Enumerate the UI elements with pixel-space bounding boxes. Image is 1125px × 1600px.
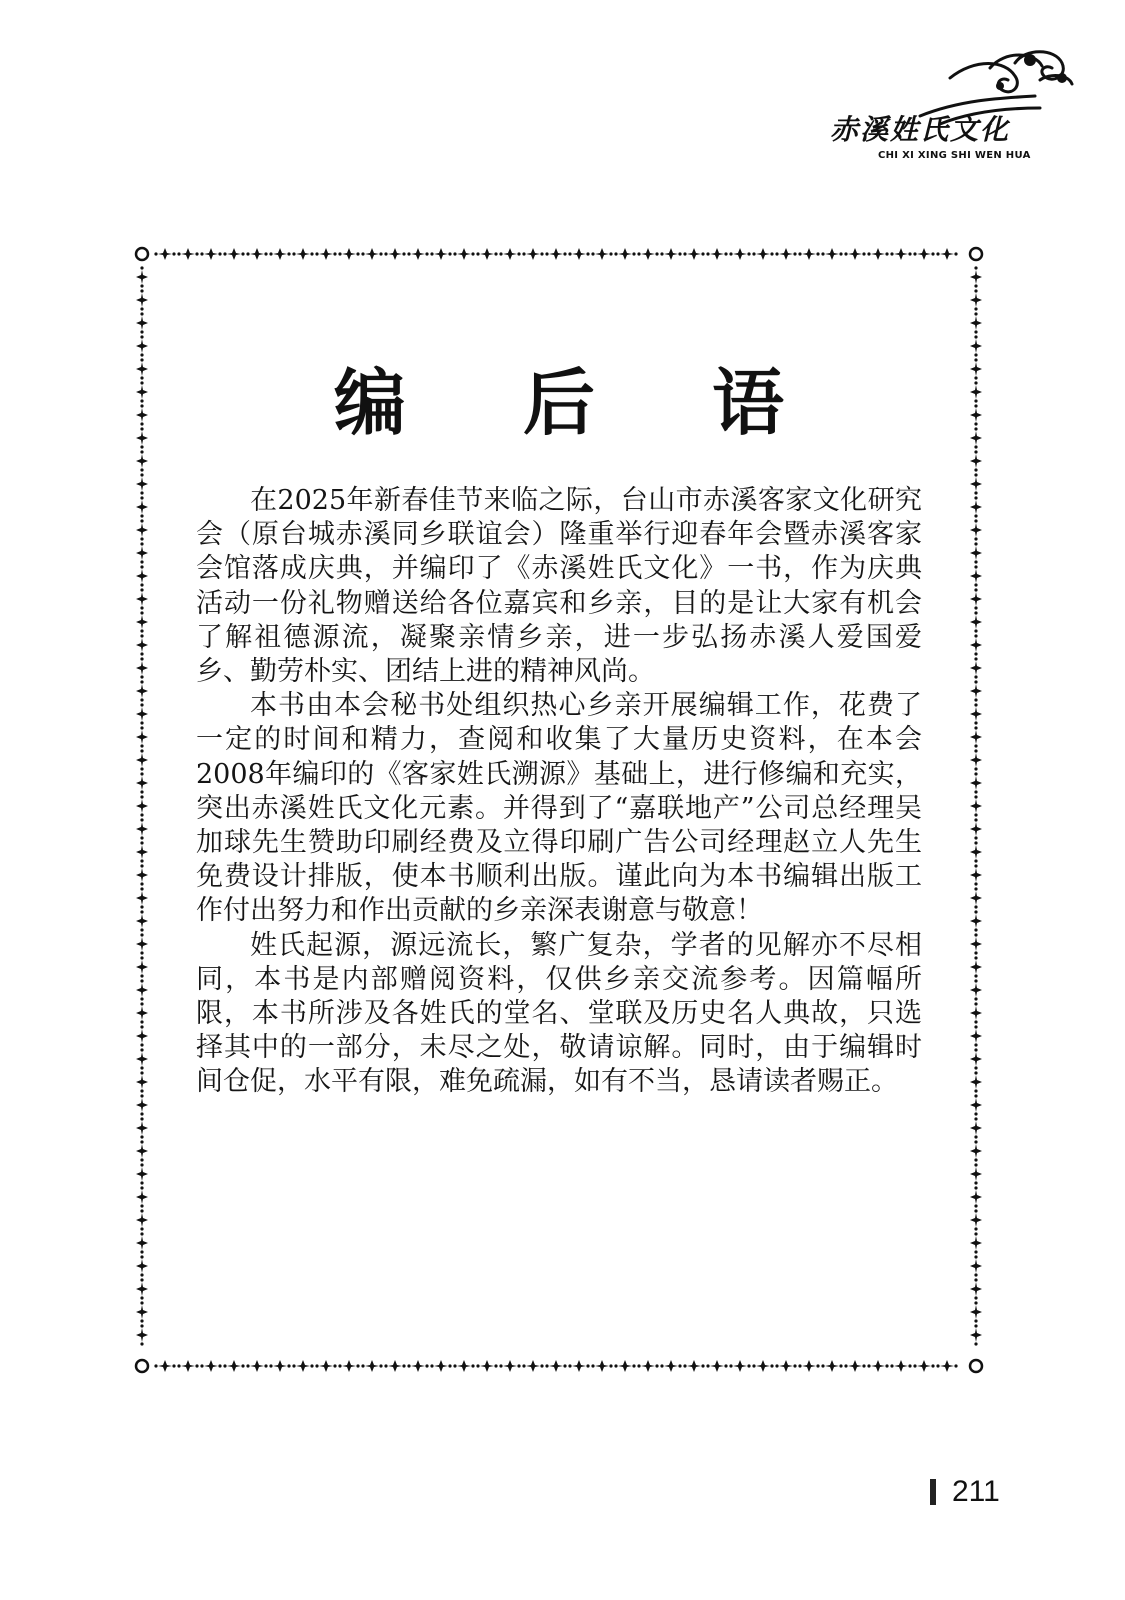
border-ornament-motif <box>970 841 982 862</box>
border-ornament-motif <box>752 248 773 260</box>
border-ornament-motif <box>136 473 148 494</box>
border-ornament-motif <box>200 248 221 260</box>
border-ornament-motif <box>136 312 148 333</box>
border-ornament-motif <box>970 1094 982 1115</box>
border-ornament-motif <box>269 248 290 260</box>
border-ornament-motif <box>706 248 727 260</box>
border-ornament-motif <box>936 1360 957 1372</box>
border-ornament-motif <box>136 795 148 816</box>
border-ornament-motif <box>970 1232 982 1253</box>
border-ornament-motif <box>970 634 982 655</box>
border-ornament-motif <box>844 248 865 260</box>
border-ornament-motif <box>798 1360 819 1372</box>
border-ornament-motif <box>136 1094 148 1115</box>
border-ornament-motif <box>970 611 982 632</box>
border-ornament-motif <box>136 979 148 1000</box>
border-ornament-motif <box>177 1360 198 1372</box>
border-ornament-motif <box>867 248 888 260</box>
border-ornament-motif <box>136 1140 148 1161</box>
border-ornament-motif <box>136 1025 148 1046</box>
border-ornament-motif <box>292 1360 313 1372</box>
border-ornament-motif <box>136 1048 148 1069</box>
border-ornament-motif <box>361 248 382 260</box>
border-ornament-motif <box>136 864 148 885</box>
border-ornament-motif <box>136 634 148 655</box>
border-ornament-motif <box>338 248 359 260</box>
border-ornament-motif <box>136 680 148 701</box>
border-ornament-motif <box>136 841 148 862</box>
border-ornament-motif <box>970 772 982 793</box>
border-ornament-motif <box>136 565 148 586</box>
border-ornament-motif <box>315 1360 336 1372</box>
border-ornament-motif <box>970 1255 982 1276</box>
border-ornament-motif <box>136 450 148 471</box>
border-ornament-motif <box>545 248 566 260</box>
border-ornament-motif <box>136 726 148 747</box>
border-ornament-motif <box>970 910 982 931</box>
border-ornament-motif <box>430 1360 451 1372</box>
border-ornament-motif <box>970 565 982 586</box>
border-ornament-motif <box>970 864 982 885</box>
border-ornament-motif <box>970 1025 982 1046</box>
border-ornament-motif <box>453 248 474 260</box>
paragraph-1: 在2025年新春佳节来临之际，台山市赤溪客家文化研究会（原台城赤溪同乡联谊会）隆重举行迎春年会暨赤溪客家会馆落成庆典，并编印了《赤溪姓氏文化》一书，作为庆典活动一份礼物赠送给各位嘉宾和乡亲，目的是让大家有机会了解祖德源流，凝聚亲情乡亲，进一步弘扬赤溪人爱国爱乡、勤劳朴实、团结上进的精神风尚。 <box>196 485 922 688</box>
border-ornament-motif <box>136 1186 148 1207</box>
border-ornament-motif <box>269 1360 290 1372</box>
border-ornament-motif <box>407 248 428 260</box>
border-ornament-motif <box>913 248 934 260</box>
border-ornament-motif <box>970 289 982 310</box>
border-ornament-motif <box>136 1117 148 1138</box>
border-ornament-motif <box>136 1278 148 1299</box>
border-ornament-motif <box>867 1360 888 1372</box>
border-ornament-motif <box>499 248 520 260</box>
border-ornament-motif <box>970 933 982 954</box>
border-ornament-motif <box>200 1360 221 1372</box>
border-ornament-motif <box>970 312 982 333</box>
border-ornament-motif <box>970 1117 982 1138</box>
border-ornament-motif <box>970 1278 982 1299</box>
border-ornament-motif <box>407 1360 428 1372</box>
border-ornament-motif <box>752 1360 773 1372</box>
page-title: 编 后 语 <box>333 360 831 445</box>
border-ornament-motif <box>136 542 148 563</box>
border-ornament-motif <box>970 450 982 471</box>
border-ornament-motif <box>136 1301 148 1322</box>
border-ornament-motif <box>844 1360 865 1372</box>
border-ornament-motif <box>637 1360 658 1372</box>
logo-title: 赤溪姓氏文化 <box>830 113 1011 146</box>
border-ornament-motif <box>970 795 982 816</box>
border-corner-swirl <box>136 248 148 260</box>
border-ornament-motif <box>136 956 148 977</box>
border-ornament-motif <box>136 703 148 724</box>
border-ornament-motif <box>136 933 148 954</box>
border-ornament-motif <box>246 248 267 260</box>
border-ornament-motif <box>136 1071 148 1092</box>
border-ornament-motif <box>136 611 148 632</box>
border-ornament-motif <box>361 1360 382 1372</box>
border-ornament-motif <box>729 1360 750 1372</box>
border-ornament-motif <box>136 1163 148 1184</box>
border-ornament-motif <box>568 248 589 260</box>
border-ornament-motif <box>136 1209 148 1230</box>
border-ornament-motif <box>821 1360 842 1372</box>
border-ornament-motif <box>315 248 336 260</box>
border-ornament-motif <box>970 1140 982 1161</box>
border-ornament-motif <box>136 266 148 287</box>
border-ornament-motif <box>154 248 175 260</box>
border-ornament-motif <box>970 726 982 747</box>
border-ornament-motif <box>683 248 704 260</box>
border-ornament-motif <box>970 266 982 287</box>
border-ornament-motif <box>568 1360 589 1372</box>
border-ornament-motif <box>136 1232 148 1253</box>
paragraph-2: 本书由本会秘书处组织热心乡亲开展编辑工作，花费了一定的时间和精力，查阅和收集了大量历史资料，在本会2008年编印的《客家姓氏溯源》基础上，进行修编和充实，突出赤溪姓氏文化元素。并得到了“嘉联地产”公司总经理吴加球先生赞助印刷经费及立得印刷广告公司经理赵立人先生免费设计排版，使本书顺利出版。谨此向为本书编辑出版工作付出努力和作出贡献的乡亲深表谢意与敬意！ <box>196 690 922 927</box>
border-corner-swirl <box>136 1360 148 1372</box>
border-ornament-motif <box>136 772 148 793</box>
border-ornament-motif <box>136 519 148 540</box>
border-corner-swirl <box>970 248 982 260</box>
border-ornament-motif <box>614 248 635 260</box>
border-ornament-motif <box>136 657 148 678</box>
border-ornament-motif <box>970 979 982 1000</box>
border-ornament-motif <box>476 1360 497 1372</box>
border-ornament-motif <box>591 1360 612 1372</box>
border-ornament-motif <box>970 1071 982 1092</box>
border-ornament-motif <box>384 1360 405 1372</box>
border-ornament-motif <box>970 887 982 908</box>
border-ornament-motif <box>970 703 982 724</box>
border-ornament-motif <box>591 248 612 260</box>
border-corner-swirl <box>970 1360 982 1372</box>
border-ornament-motif <box>970 680 982 701</box>
border-ornament-motif <box>660 1360 681 1372</box>
border-ornament-motif <box>970 519 982 540</box>
border-ornament-motif <box>970 749 982 770</box>
border-ornament-motif <box>522 248 543 260</box>
border-ornament-motif <box>706 1360 727 1372</box>
border-ornament-motif <box>936 248 957 260</box>
border-ornament-motif <box>136 289 148 310</box>
border-ornament-motif <box>136 1002 148 1023</box>
border-ornament-motif <box>970 1002 982 1023</box>
border-ornament-motif <box>246 1360 267 1372</box>
border-ornament-motif <box>970 1048 982 1069</box>
border-ornament-motif <box>177 248 198 260</box>
border-ornament-motif <box>154 1360 175 1372</box>
border-ornament-motif <box>292 248 313 260</box>
border-ornament-motif <box>970 1301 982 1322</box>
border-ornament-motif <box>729 248 750 260</box>
border-ornament-motif <box>136 910 148 931</box>
border-ornament-motif <box>970 1324 982 1345</box>
border-ornament-motif <box>136 887 148 908</box>
border-ornament-motif <box>476 248 497 260</box>
border-ornament-motif <box>798 248 819 260</box>
border-ornament-motif <box>970 1186 982 1207</box>
border-ornament-motif <box>970 1209 982 1230</box>
border-ornament-motif <box>683 1360 704 1372</box>
border-ornament-motif <box>775 248 796 260</box>
paragraph-3: 姓氏起源，源远流长，繁广复杂，学者的见解亦不尽相同，本书是内部赠阅资料，仅供乡亲交流参考。因篇幅所限，本书所涉及各姓氏的堂名、堂联及历史名人典故，只选择其中的一部分，未尽之处，敬请谅解。同时，由于编辑时间仓促，水平有限，难免疏漏，如有不当，恳请读者赐正。 <box>196 929 922 1098</box>
border-ornament-motif <box>637 248 658 260</box>
border-ornament-motif <box>913 1360 934 1372</box>
border-ornament-motif <box>970 1163 982 1184</box>
border-ornament-motif <box>136 1324 148 1345</box>
border-ornament-motif <box>338 1360 359 1372</box>
border-ornament-motif <box>223 1360 244 1372</box>
logo-subtitle: CHI XI XING SHI WEN HUA <box>878 150 1031 161</box>
border-ornament-motif <box>821 248 842 260</box>
border-ornament-motif <box>223 248 244 260</box>
border-ornament-motif <box>384 248 405 260</box>
border-ornament-motif <box>970 473 982 494</box>
page-number-text: 211 <box>952 1475 1000 1508</box>
border-ornament-motif <box>136 749 148 770</box>
border-ornament-motif <box>775 1360 796 1372</box>
body-text <box>196 484 922 1100</box>
border-ornament-motif <box>890 248 911 260</box>
border-ornament-motif <box>970 542 982 563</box>
border-ornament-motif <box>136 496 148 517</box>
border-ornament-motif <box>453 1360 474 1372</box>
border-ornament-motif <box>614 1360 635 1372</box>
border-ornament-motif <box>970 657 982 678</box>
border-ornament-motif <box>660 248 681 260</box>
border-ornament-motif <box>970 496 982 517</box>
border-ornament-motif <box>970 956 982 977</box>
border-ornament-motif <box>522 1360 543 1372</box>
border-ornament-motif <box>499 1360 520 1372</box>
border-ornament-motif <box>136 1255 148 1276</box>
border-ornament-motif <box>136 818 148 839</box>
border-ornament-motif <box>136 588 148 609</box>
border-ornament-motif <box>970 818 982 839</box>
page-number-bar <box>930 1479 936 1505</box>
border-ornament-motif <box>430 248 451 260</box>
border-ornament-motif <box>970 588 982 609</box>
border-ornament-motif <box>890 1360 911 1372</box>
page-number <box>930 1475 1000 1509</box>
border-ornament-motif <box>545 1360 566 1372</box>
header-logo <box>800 38 1100 161</box>
